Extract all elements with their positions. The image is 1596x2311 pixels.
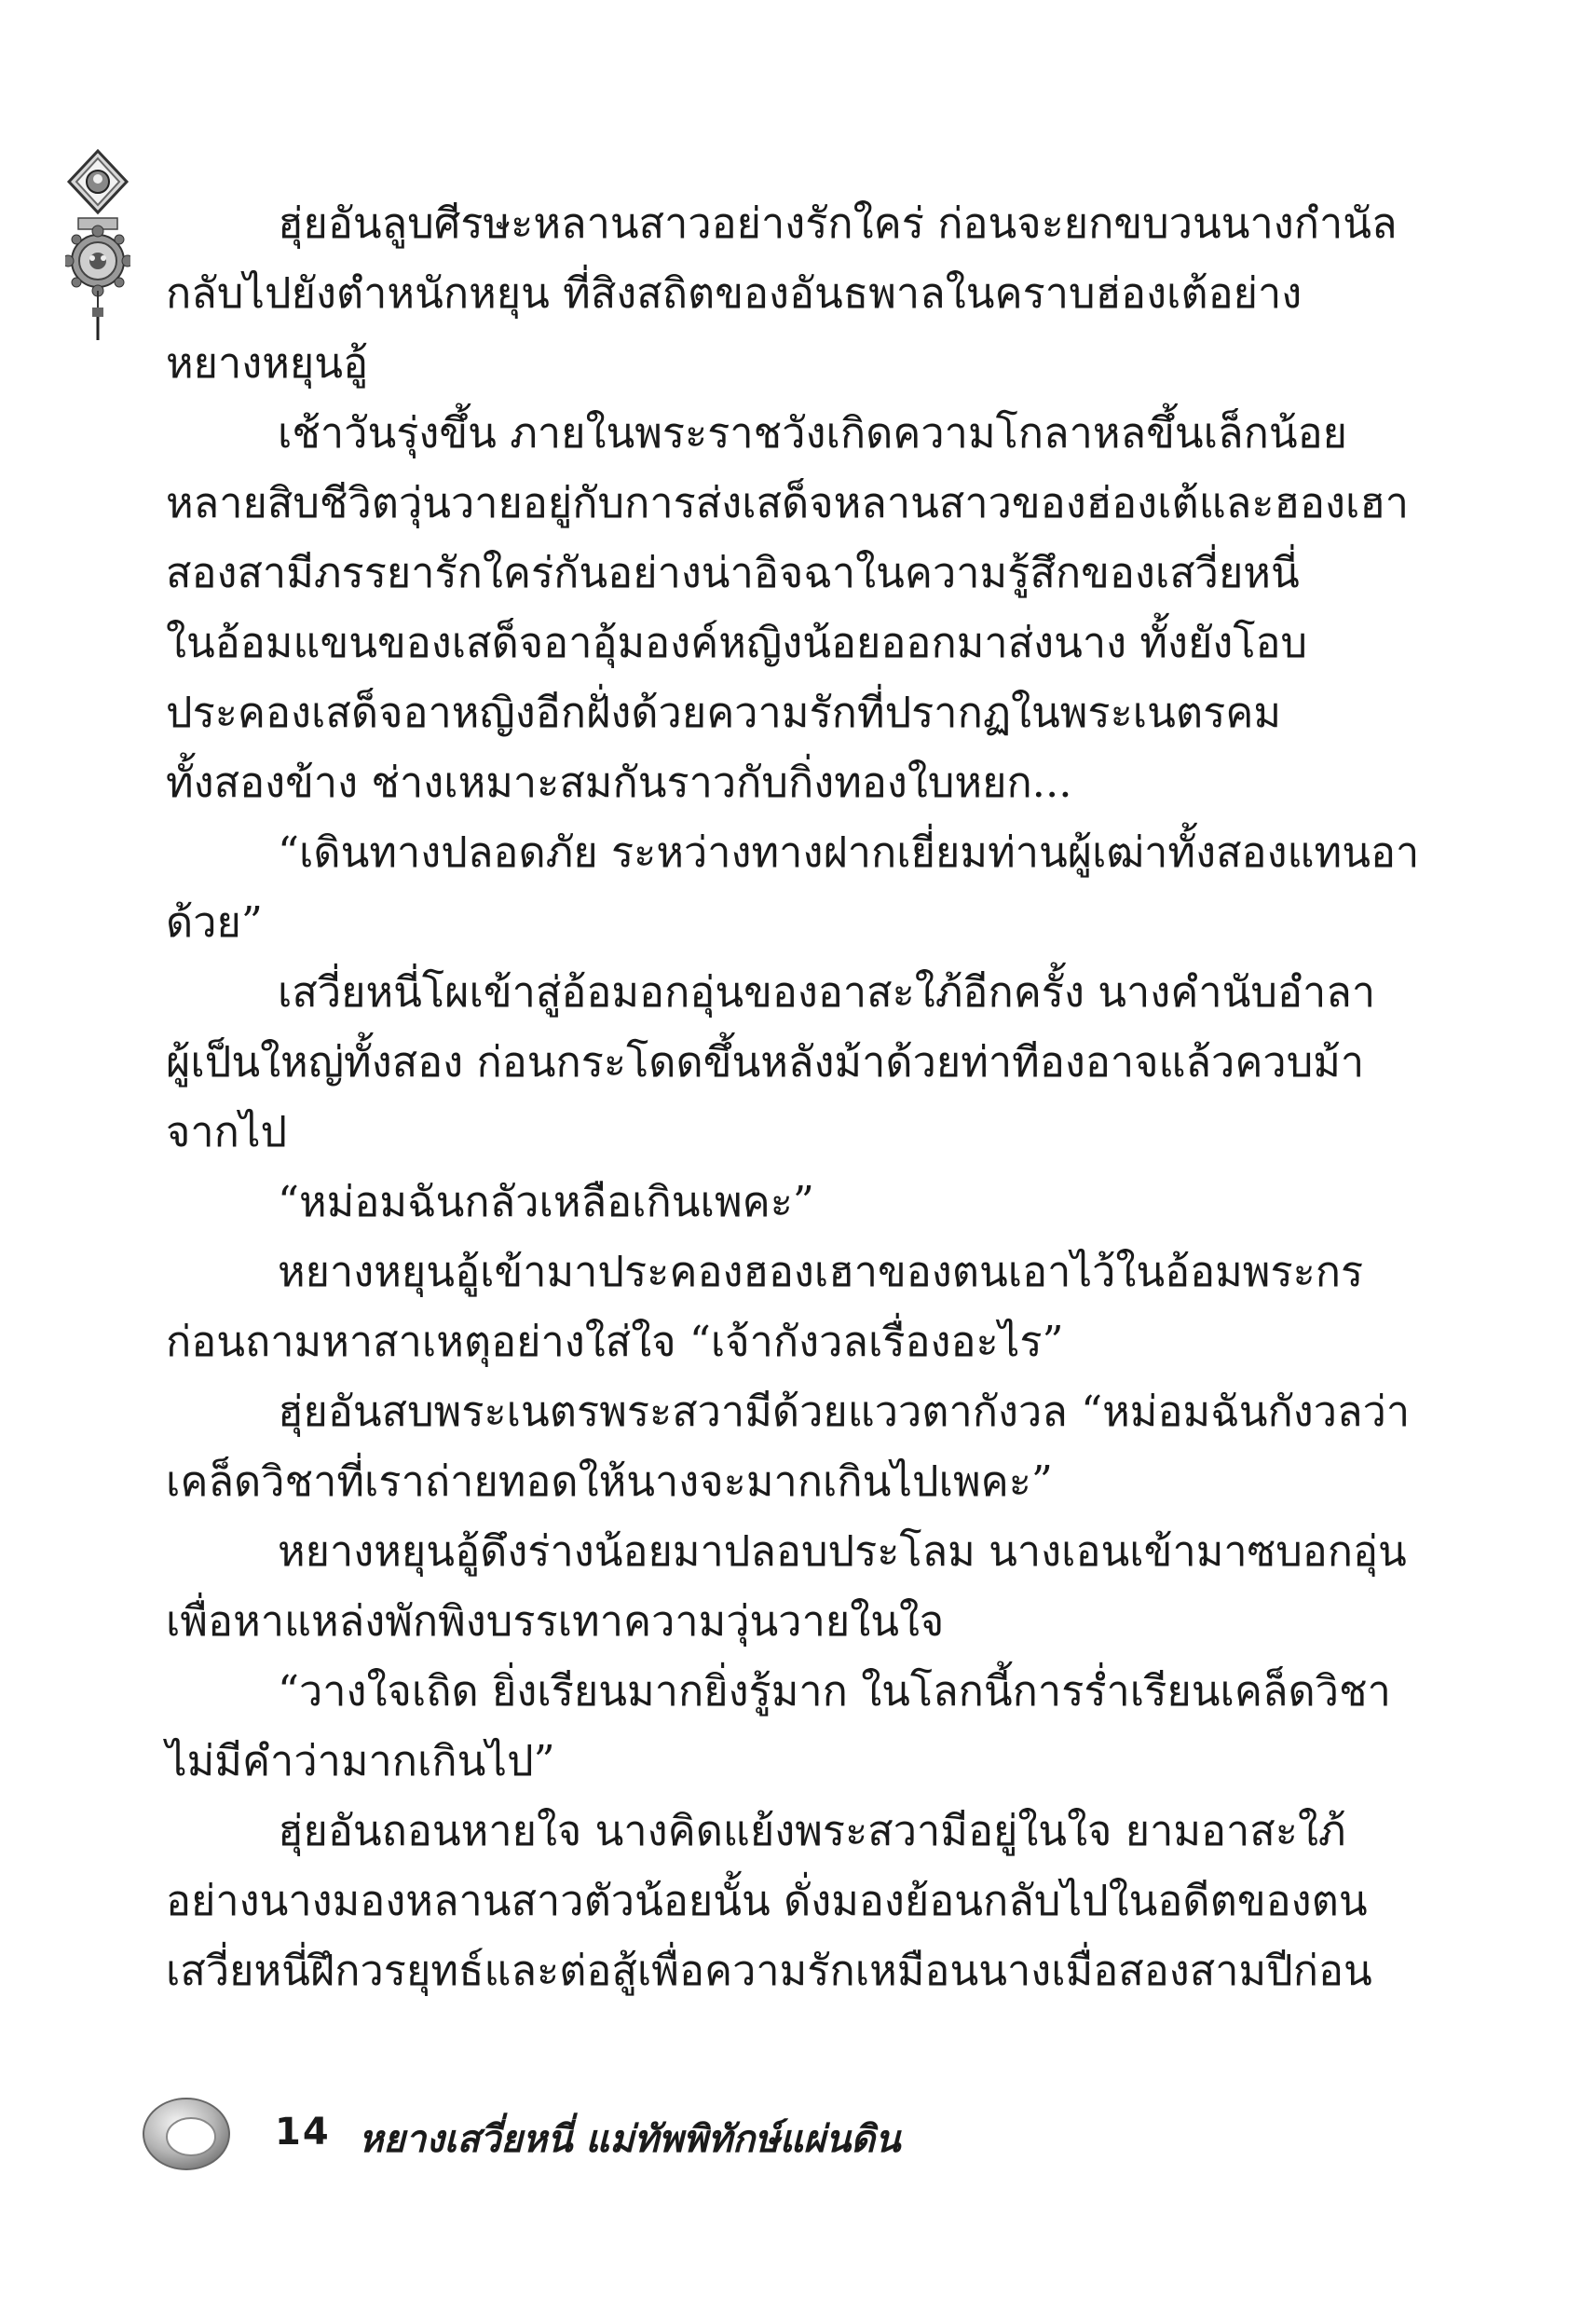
text-line: ฮุ่ยอันสบพระเนตรพระสวามีด้วยแววตากังวล “หม่อมฉันกังวลว่า <box>278 1387 1411 1436</box>
text-line: จากไป <box>166 1107 288 1156</box>
text-line: ก่อนถามหาสาเหตุอย่างใส่ใจ “เจ้ากังวลเรื่องอะไร” <box>166 1317 1064 1366</box>
text-line: เสวี่ยหนี่ฝึกวรยุทธ์และต่อสู้เพื่อความรักเหมือนนางเมื่อสองสามปีก่อน <box>166 1946 1372 1995</box>
text-line: หยางหยุนอู้ <box>166 338 369 388</box>
text-line: ในอ้อมแขนของเสด็จอาอุ้มองค์หญิงน้อยออกมาส่งนาง ทั้งยังโอบ <box>166 618 1308 667</box>
page-footer <box>140 2092 978 2176</box>
text-line: ฮุ่ยอันถอนหายใจ นางคิดแย้งพระสวามีอยู่ในใจ ยามอาสะใภ้ <box>278 1806 1346 1855</box>
text-line: หลายสิบชีวิตวุ่นวายอยู่กับการส่งเสด็จหลานสาวของฮ่องเต้และฮองเฮา <box>166 478 1410 527</box>
body-text <box>166 188 1420 2005</box>
text-line: ไม่มีคำว่ามากเกินไป” <box>166 1736 555 1785</box>
text-line: กลับไปยังตำหนักหยุน ที่สิงสถิตของอันธพาลในคราบฮ่องเต้อย่าง <box>166 268 1303 318</box>
text-line: เสวี่ยหนี่โผเข้าสู่อ้อมอกอุ่นของอาสะใภ้อีกครั้ง นางคำนับอำลา <box>278 967 1376 1017</box>
text-line: “วางใจเถิด ยิ่งเรียนมากยิ่งรู้มาก ในโลกนี้การร่ำเรียนเคล็ดวิชา <box>278 1666 1391 1716</box>
text-line: ผู้เป็นใหญ่ทั้งสอง ก่อนกระโดดขึ้นหลังม้าด้วยท่าทีองอาจแล้วควบม้า <box>166 1037 1365 1087</box>
page-number: 14 <box>275 2111 331 2154</box>
book-title: หยางเสวี่ยหนี่ แม่ทัพพิทักษ์แผ่นดิน <box>359 2118 901 2161</box>
text-line: เคล็ดวิชาที่เราถ่ายทอดให้นางจะมากเกินไปเพคะ” <box>166 1456 1053 1506</box>
text-line: สองสามีภรรยารักใคร่กันอย่างน่าอิจฉาในความรู้สึกของเสวี่ยหนี่ <box>166 548 1300 597</box>
text-line: เช้าวันรุ่งขึ้น ภายในพระราชวังเกิดความโกลาหลขึ้นเล็กน้อย <box>278 408 1347 458</box>
text-line: ทั้งสองข้าง ช่างเหมาะสมกันราวกับกิ่งทองใบหยก... <box>166 758 1072 807</box>
jade-ring-icon <box>140 2092 233 2176</box>
text-line: ประคองเสด็จอาหญิงอีกฝั่งด้วยความรักที่ปรากฏในพระเนตรคม <box>166 688 1282 737</box>
text-line: เพื่อหาแหล่งพักพิงบรรเทาความวุ่นวายในใจ <box>166 1596 945 1646</box>
text-line: “เดินทางปลอดภัย ระหว่างทางฝากเยี่ยมท่านผู้เฒ่าทั้งสองแทนอา <box>278 827 1420 877</box>
decorative-emblem-icon <box>65 149 130 345</box>
text-line: หยางหยุนอู้เข้ามาประคองฮองเฮาของตนเอาไว้ในอ้อมพระกร <box>278 1247 1364 1296</box>
text-line: “หม่อมฉันกลัวเหลือเกินเพคะ” <box>278 1177 814 1226</box>
text-line: อย่างนางมองหลานสาวตัวน้อยนั้น ดั่งมองย้อนกลับไปในอดีตของตน <box>166 1876 1368 1925</box>
text-line: ด้วย” <box>166 897 263 947</box>
text-line: หยางหยุนอู้ดึงร่างน้อยมาปลอบประโลม นางเอนเข้ามาซบอกอุ่น <box>278 1526 1407 1576</box>
text-line: ฮุ่ยอันลูบศีรษะหลานสาวอย่างรักใคร่ ก่อนจะยกขบวนนางกำนัล <box>278 198 1398 248</box>
